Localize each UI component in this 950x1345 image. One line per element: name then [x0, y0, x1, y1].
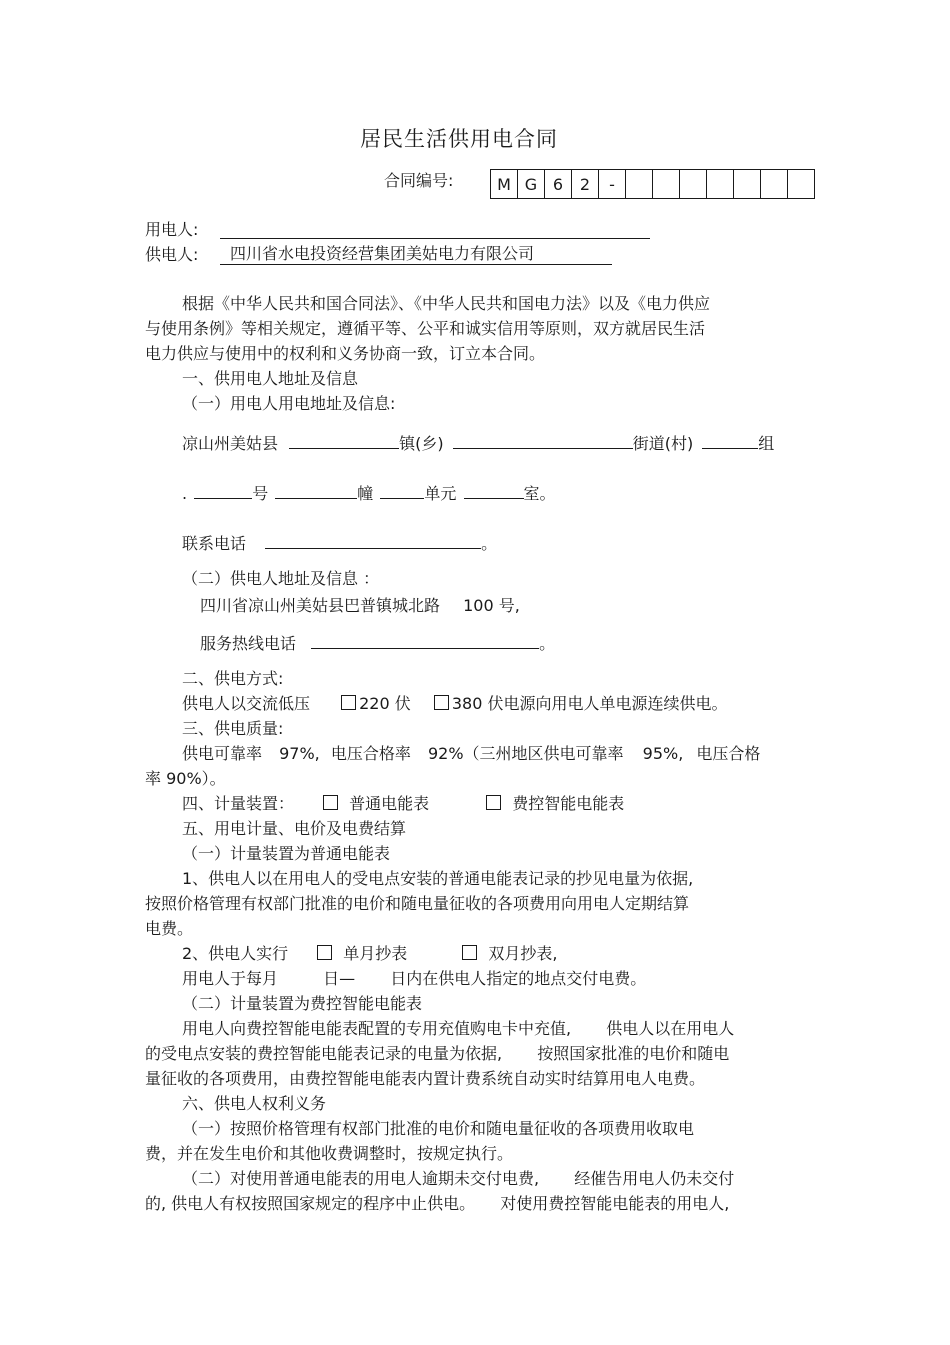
quality-text: 电压合格 [696, 744, 761, 763]
section-6-heading: 六、供电人权利义务 [182, 1094, 327, 1113]
s5-p1-line: 按照价格管理有权部门批准的电价和随电量征收的各项费用向用电人定期结算 [145, 894, 690, 913]
s6-p2-text: 对使用费控智能电能表的用电人, [500, 1194, 730, 1213]
s5-p3-text: 用电人向费控智能电能表配置的专用充值购电卡中充值, [182, 1019, 572, 1038]
preamble-line: 电力供应与使用中的权利和义务协商一致，订立本合同。 [145, 344, 546, 363]
s6-p1-line: （一）按照价格管理有权部门批准的电价和随电量征收的各项费用收取电 [182, 1119, 695, 1138]
addr-unit-field[interactable] [380, 481, 424, 499]
addr-group: 组 [758, 434, 775, 453]
opt-220v: 220 伏 [359, 694, 411, 713]
payment-day-line [182, 968, 646, 990]
addr-group-field[interactable] [702, 431, 758, 449]
metering-line [182, 793, 624, 815]
supplier-name-field [220, 244, 612, 265]
contract-no-cell[interactable] [788, 170, 814, 198]
hotline-end: 。 [539, 634, 556, 653]
addr-no: 号 [252, 484, 269, 503]
s5-p1-line: 电费。 [145, 919, 194, 938]
opt-380v: 380 伏电源向用电人单电源连续供电。 [451, 694, 728, 713]
opt-normal-meter: 普通电能表 [349, 794, 430, 813]
checkbox-bimonthly[interactable] [462, 945, 477, 960]
contract-no-cell[interactable] [680, 170, 707, 198]
s6-p2-text: 的, 供电人有权按照国家规定的程序中止供电。 [145, 1194, 476, 1213]
section-5-heading: 五、用电计量、电价及电费结算 [182, 819, 407, 838]
s6-p2-text: 经催告用电人仍未交付 [574, 1169, 735, 1188]
s6-p2-line [145, 1193, 729, 1215]
addr-room-field[interactable] [464, 481, 524, 499]
quality-value: 92%（三州地区供电可靠率 [427, 744, 624, 763]
section-1-heading: 一、供用电人地址及信息 [182, 369, 359, 388]
checkbox-220v[interactable] [341, 695, 356, 710]
quality-text: 电压合格率 [330, 744, 411, 763]
contract-no-label: 合同编号: [384, 171, 454, 190]
contract-no-cell[interactable]: 6 [545, 170, 572, 198]
addr-no-field[interactable] [194, 481, 252, 499]
contract-no-cell[interactable] [653, 170, 680, 198]
hotline-line [200, 631, 555, 655]
s5-p3-text: 按照国家批准的电价和随电 [537, 1044, 730, 1063]
section-5-sub1: （一）计量装置为普通电能表 [182, 844, 391, 863]
phone-label: 联系电话 [182, 534, 247, 553]
reading-cycle-line [182, 943, 557, 965]
addr-town: 镇(乡) [399, 434, 444, 453]
user-name-field[interactable] [220, 238, 650, 239]
s5-p3-line: 量征收的各项费用，由费控智能电能表内置计费系统自动实时结算用电人电费。 [145, 1069, 706, 1088]
contract-no-cell[interactable] [761, 170, 788, 198]
checkbox-normal-meter[interactable] [323, 795, 338, 810]
s6-p2-text: （二）对使用普通电能表的用电人逾期未交付电费, [182, 1169, 540, 1188]
opt-monthly: 单月抄表 [343, 944, 408, 963]
contract-no-cell[interactable]: G [518, 170, 545, 198]
hotline-label: 服务热线电话 [200, 634, 297, 653]
addr-building: 幢 [357, 484, 374, 503]
address-line-1 [182, 431, 774, 455]
supplier-name: 四川省水电投资经营集团美姑电力有限公司 [230, 244, 535, 263]
preamble-line: 根据《中华人民共和国合同法》、《中华人民共和国电力法》以及《电力供应 [182, 294, 711, 313]
contract-no-cell[interactable] [734, 170, 761, 198]
contract-no-cell[interactable]: 2 [572, 170, 599, 198]
supplier-address [200, 595, 520, 617]
checkbox-monthly[interactable] [317, 945, 332, 960]
s5-p3-line [182, 1018, 734, 1040]
hotline-field[interactable] [311, 631, 539, 649]
section-4-heading: 四、计量装置： [182, 794, 295, 813]
section-3-heading: 三、供电质量: [182, 719, 284, 738]
section-2-heading: 二、供电方式: [182, 669, 284, 688]
s5-p3-line [145, 1043, 729, 1065]
addr-dot: . [182, 484, 188, 503]
supply-mode-line [182, 693, 727, 715]
addr-county: 凉山州美姑县 [182, 434, 279, 453]
quality-line-1 [182, 743, 760, 765]
opt-bimonthly: 双月抄表, [488, 944, 558, 963]
quality-value: 95%, [642, 744, 684, 763]
payment-day-a: 用电人于每月 [182, 969, 279, 988]
contract-no-cell[interactable] [626, 170, 653, 198]
quality-text: 供电可靠率 [182, 744, 263, 763]
opt-smart-meter: 费控智能电能表 [512, 794, 625, 813]
section-5-sub2: （二）计量装置为费控智能电能表 [182, 994, 423, 1013]
user-label: 用电人: [145, 220, 199, 239]
contract-no-cell[interactable]: M [491, 170, 518, 198]
section-1-sub1: （一）用电人用电地址及信息: [182, 394, 396, 413]
supply-mode-text: 供电人以交流低压 [182, 694, 311, 713]
addr-room: 室。 [523, 484, 556, 503]
phone-field[interactable] [265, 531, 481, 549]
addr-unit: 单元 [424, 484, 457, 503]
phone-end: 。 [481, 534, 498, 553]
supplier-label: 供电人: [145, 245, 199, 264]
addr-town-field[interactable] [289, 431, 399, 449]
reading-cycle-text: 2、供电人实行 [182, 944, 289, 963]
s5-p3-text: 供电人以在用电人 [606, 1019, 735, 1038]
s6-p1-line: 费，并在发生电价和其他收费调整时，按规定执行。 [145, 1144, 514, 1163]
s5-p3-text: 的受电点安装的费控智能电能表记录的电量为依据, [145, 1044, 503, 1063]
payment-day-c: 日内在供电人指定的地点交付电费。 [390, 969, 647, 988]
address-line-2 [182, 481, 556, 505]
addr-street: 街道(村) [632, 434, 694, 453]
checkbox-smart-meter[interactable] [486, 795, 501, 810]
contract-no-cell[interactable]: - [599, 170, 626, 198]
preamble-line: 与使用条例》等相关规定，遵循平等、公平和诚实信用等原则，双方就居民生活 [145, 319, 706, 338]
section-1-sub2: （二）供电人地址及信息 ： [182, 569, 380, 588]
quality-line-2: 率 90%）。 [145, 769, 226, 788]
supplier-address-a: 四川省凉山州美姑县巴普镇城北路 [200, 596, 441, 615]
addr-street-field[interactable] [453, 431, 633, 449]
checkbox-380v[interactable] [434, 695, 449, 710]
contract-no-grid[interactable] [490, 169, 815, 199]
supplier-address-b: 100 号, [463, 596, 520, 615]
phone-line [182, 531, 497, 555]
s5-p1-line: 1、供电人以在用电人的受电点安装的普通电能表记录的抄见电量为依据, [182, 869, 694, 888]
page-title: 居民生活供用电合同 [360, 127, 558, 151]
quality-value: 97%, [279, 744, 320, 763]
s6-p2-line [182, 1168, 734, 1190]
payment-day-b: 日— [323, 969, 356, 988]
addr-building-field[interactable] [275, 481, 357, 499]
contract-no-cell[interactable] [707, 170, 734, 198]
